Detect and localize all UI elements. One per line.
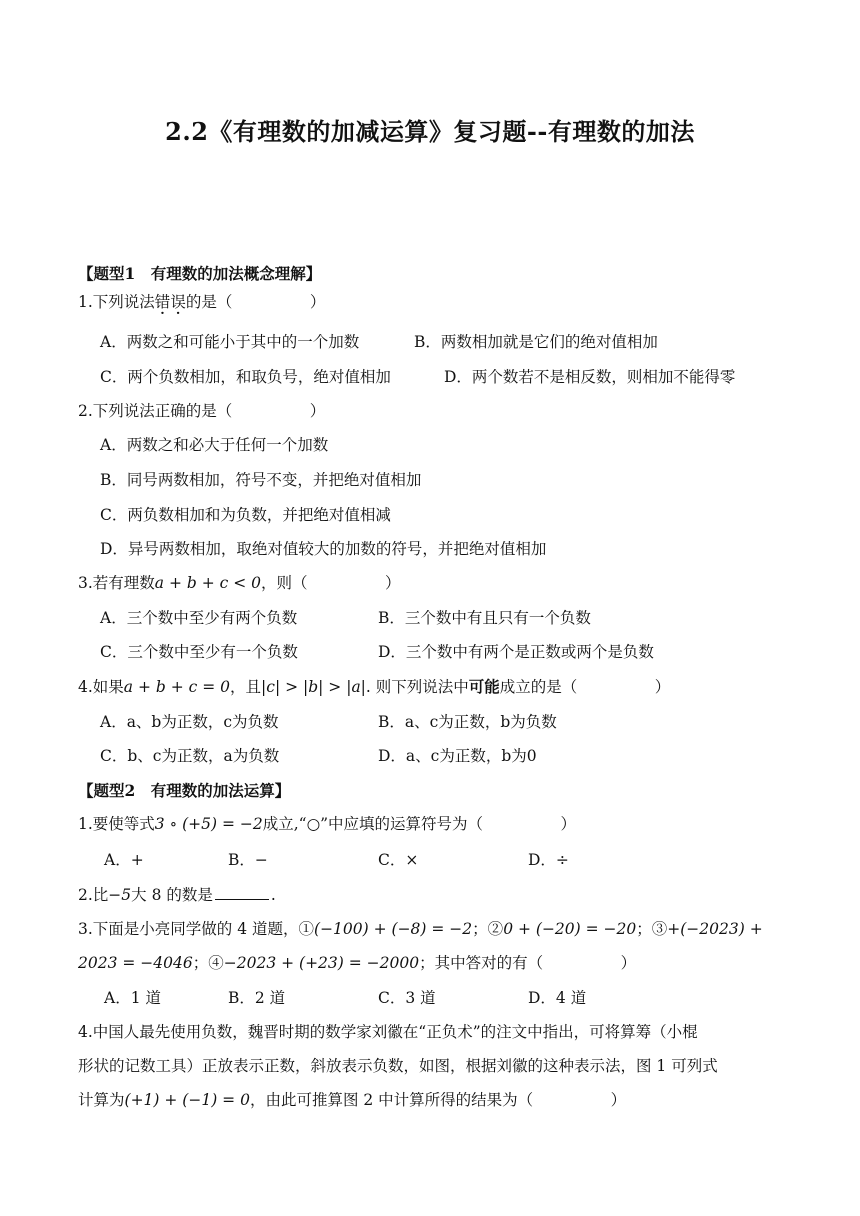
question-2-stem: 2.下列说法正确的是（ ） [78, 402, 326, 420]
q7-math-3-cont: 2023 = −4046 [78, 954, 193, 972]
q3-stem-pre: 3.若有理数 [78, 574, 155, 592]
q4-stem-post: 成立的是（ ） [499, 678, 671, 696]
q4-stem-mid2: . 则下列说法中 [365, 678, 469, 696]
q4-stem-mid: ，且 [230, 678, 262, 696]
q5-option-d: D．÷ [528, 851, 569, 869]
q2-option-d: D．异号两数相加，取绝对值较大的加数的符号，并把绝对值相加 [100, 540, 547, 558]
q5-stem-pre: 1.要使等式 [78, 815, 155, 833]
q8-line3-pre: 计算为 [78, 1091, 125, 1109]
q2-option-b: B．同号两数相加，符号不变，并把绝对值相加 [100, 471, 422, 489]
q7-math-1: (−100) + (−8) = −2 [314, 920, 473, 938]
section-heading-2: 【题型2 有理数的加法运算】 [78, 781, 291, 800]
q6-math-expression: −5 [108, 886, 132, 904]
q8-line3-post: ，由此可推算图 2 中计算所得的结果为（ ） [249, 1091, 627, 1109]
q1-stem-post: 的是（ ） [185, 293, 326, 311]
q4-option-d: D．a、c为正数，b为0 [378, 747, 537, 765]
q1-emphasis-char-2: 误 [170, 293, 186, 311]
q3-option-a: A．三个数中至少有两个负数 [100, 609, 298, 627]
question-8-line-1: 4.中国人最先使用负数，魏晋时期的数学家刘徽在“正负术”的注文中指出，可将算筹（小棍 [78, 1023, 698, 1041]
q3-math-expression: a + b + c < 0 [154, 574, 262, 592]
question-8-line-2: 形状的记数工具）正放表示正数，斜放表示负数，如图，根据刘徽的这种表示法，图 1 可列式 [78, 1057, 718, 1075]
section-heading-1: 【题型1 有理数的加法概念理解】 [78, 264, 322, 283]
question-6-stem [78, 883, 276, 905]
q1-emphasis-char-1: 错 [154, 293, 171, 311]
question-5-stem [78, 812, 576, 834]
q1-option-d: D．两个数若不是相反数，则相加不能得零 [444, 368, 736, 386]
q4-emphasis-word: 可能 [468, 677, 500, 696]
question-4-stem [78, 675, 670, 697]
q3-stem-post: ，则（ ） [261, 574, 401, 592]
q5-math-expression: 3 ∘ (+5) = −2 [154, 815, 263, 833]
q7-line1-pre: 3.下面是小亮同学做的 4 道题，① [78, 920, 315, 938]
q6-stem-end: . [270, 886, 276, 904]
q5-option-c: C．× [378, 851, 419, 869]
q1-stem-pre: 1.下列说法 [78, 293, 155, 311]
q2-option-c: C．两负数相加和为负数，并把绝对值相减 [100, 506, 391, 524]
q1-option-a: A．两数之和可能小于其中的一个加数 [100, 333, 360, 351]
q1-option-b: B．两数相加就是它们的绝对值相加 [414, 333, 658, 351]
q2-option-a: A．两数之和必大于任何一个加数 [100, 436, 329, 454]
q7-sep-1: ；② [472, 920, 504, 938]
q6-answer-blank[interactable] [215, 885, 269, 900]
q7-option-b: B．2 道 [228, 989, 286, 1007]
q3-option-c: C．三个数中至少有一个负数 [100, 643, 298, 661]
q7-math-4: −2023 + (+23) = −2000 [223, 954, 420, 972]
q3-option-d: D．三个数中有两个是正数或两个是负数 [378, 643, 654, 661]
q5-stem-post: 成立,“○”中应填的运算符号为（ ） [262, 815, 577, 833]
q5-option-b: B．− [228, 851, 268, 869]
q7-option-a: A．1 道 [104, 989, 161, 1007]
q7-option-d: D．4 道 [528, 989, 587, 1007]
q7-sep-3: ；④ [192, 954, 224, 972]
q4-math-expression-1: a + b + c = 0 [123, 678, 231, 696]
question-3-stem [78, 571, 401, 593]
q4-math-expression-2: |c| > |b| > |a| [261, 678, 366, 696]
q7-math-2: 0 + (−20) = −20 [503, 920, 637, 938]
q7-option-c: C．3 道 [378, 989, 436, 1007]
q7-sep-2: ；③ [636, 920, 668, 938]
question-7-line-2 [78, 951, 636, 973]
q8-math-expression: (+1) + (−1) = 0 [124, 1091, 250, 1109]
q6-stem-pre: 2.比 [78, 886, 109, 904]
question-8-line-3 [78, 1088, 626, 1110]
q4-option-c: C．b、c为正数，a为负数 [100, 747, 280, 765]
q4-option-b: B．a、c为正数，b为负数 [378, 713, 557, 731]
q6-stem-post: 大 8 的数是 [131, 886, 213, 904]
q3-option-b: B．三个数中有且只有一个负数 [378, 609, 591, 627]
question-7-line-1 [78, 917, 763, 939]
q5-option-a: A．+ [104, 851, 144, 869]
q7-math-3: +(−2023) + [667, 920, 763, 938]
q1-option-c: C．两个负数相加，和取负号，绝对值相加 [100, 368, 391, 386]
q4-option-a: A．a、b为正数，c为负数 [100, 713, 279, 731]
q7-line2-post: ；其中答对的有（ ） [419, 954, 637, 972]
q4-stem-pre: 4.如果 [78, 678, 124, 696]
question-1-stem [78, 290, 325, 312]
document-title: 2.2《有理数的加减运算》复习题--有理数的加法 [165, 117, 695, 146]
